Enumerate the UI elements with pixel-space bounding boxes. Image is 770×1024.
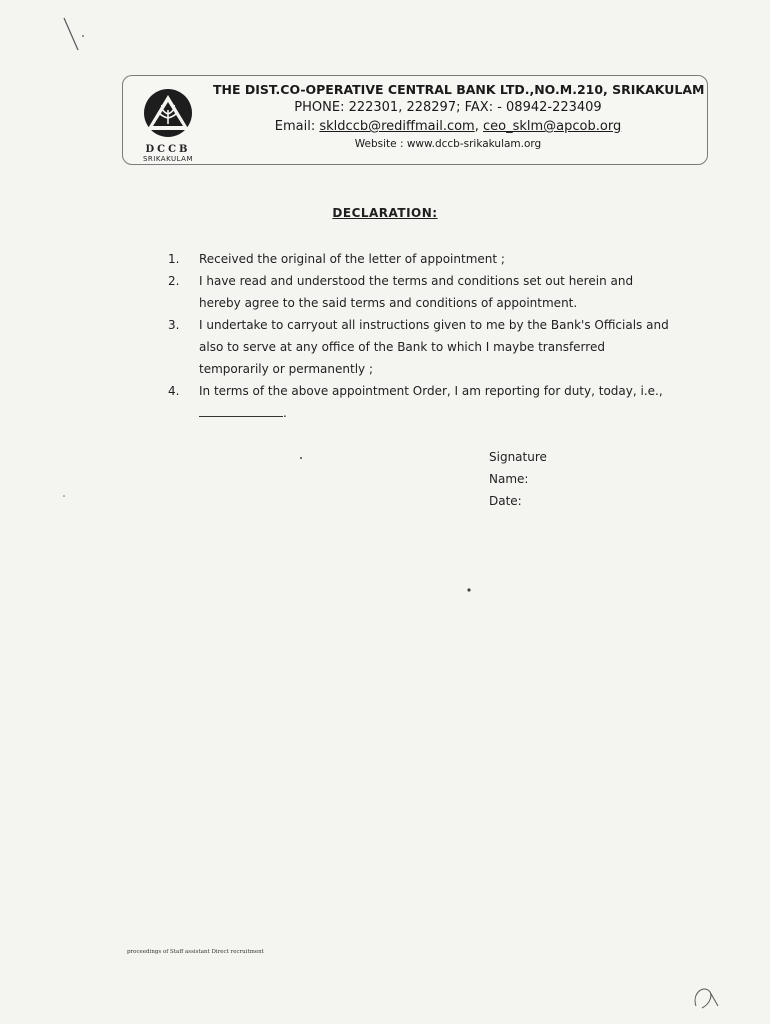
signature-label: Signature bbox=[489, 450, 547, 464]
logo-abbreviation: DCCB bbox=[145, 144, 191, 155]
footer-note: proceedings of Staff assistant Direct recruitment bbox=[127, 949, 264, 955]
list-item bbox=[168, 380, 678, 424]
bank-logo bbox=[137, 86, 199, 163]
item-end-punct: . bbox=[283, 406, 287, 420]
email-line bbox=[213, 119, 683, 134]
signature-block bbox=[489, 446, 547, 512]
email-separator: , bbox=[474, 119, 479, 134]
handwritten-mark-top bbox=[60, 14, 90, 54]
scan-speck bbox=[62, 494, 66, 498]
scan-speck bbox=[298, 455, 304, 461]
item-text: I undertake to carryout all instructions given to me by the Bank's Officials and also to serve at any office of the Bank to which I maybe transferred temporarily or permanently ; bbox=[199, 318, 669, 376]
item-text: In terms of the above appointment Order, I am reporting for duty, today, i.e., bbox=[199, 384, 663, 398]
website: Website : www.dccb-srikakulam.org bbox=[354, 138, 542, 150]
scan-speck bbox=[466, 586, 472, 594]
list-item bbox=[168, 270, 678, 314]
item-text: Received the original of the letter of appointment ; bbox=[199, 252, 505, 266]
phone-fax: PHONE: 222301, 228297; FAX: - 08942-223409 bbox=[294, 100, 602, 115]
email-label: Email: bbox=[274, 119, 316, 134]
declaration-title: DECLARATION: bbox=[332, 206, 438, 220]
date-blank-line[interactable] bbox=[199, 404, 283, 417]
item-text: I have read and understood the terms and conditions set out herein and hereby agree to the said terms and conditions of appointment. bbox=[199, 274, 634, 310]
item-number: 3. bbox=[168, 318, 180, 332]
item-number: 1. bbox=[168, 252, 180, 266]
list-item bbox=[168, 314, 678, 380]
email-link-2[interactable]: ceo_sklm@apcob.org bbox=[483, 119, 622, 134]
handwritten-mark-bottom bbox=[688, 984, 728, 1014]
declaration-list bbox=[168, 248, 678, 424]
item-number: 4. bbox=[168, 384, 180, 398]
email-link-1[interactable]: skldccb@rediffmail.com bbox=[319, 119, 475, 134]
item-number: 2. bbox=[168, 274, 180, 288]
bank-name: THE DIST.CO-OPERATIVE CENTRAL BANK LTD.,NO.M.210, SRIKAKULAM bbox=[213, 82, 705, 97]
date-label: Date: bbox=[489, 494, 522, 508]
logo-place: SRIKAKULAM bbox=[142, 155, 194, 163]
letterhead bbox=[122, 75, 708, 165]
name-label: Name: bbox=[489, 472, 529, 486]
list-item bbox=[168, 248, 678, 270]
